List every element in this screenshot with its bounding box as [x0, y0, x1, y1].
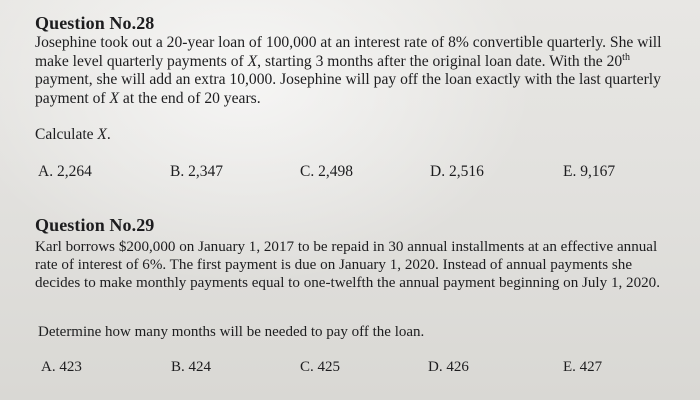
answer-option-b: B. 2,347 — [170, 163, 223, 180]
answer-options — [35, 359, 675, 379]
question-text-part: at the end of 20 years. — [119, 89, 261, 107]
answer-options — [35, 163, 675, 183]
prompt-period: . — [106, 126, 111, 143]
ordinal-suffix: th — [622, 51, 630, 63]
answer-option-e: E. 427 — [563, 359, 603, 375]
question-prompt — [35, 126, 111, 144]
answer-option-d: D. 426 — [428, 359, 469, 375]
answer-option-c: C. 425 — [300, 359, 341, 375]
answer-option-a: A. 2,264 — [38, 163, 92, 180]
answer-option-a: A. 423 — [41, 359, 82, 375]
answer-option-d: D. 2,516 — [430, 163, 484, 180]
question-title: Question No.29 — [35, 215, 155, 235]
question-title: Question No.28 — [35, 13, 155, 33]
question-text-part: , starting 3 months after the original loan date. With the 20 — [257, 52, 623, 70]
variable-x: X — [247, 52, 258, 70]
prompt-text: Calculate — [35, 126, 98, 143]
variable-x: X — [97, 126, 107, 143]
question-text-part: Josephine took out a 20-year loan of 100,000 at an interest rate of 8% convertible quarterly. She will make level quarterly payments of — [35, 34, 662, 70]
question-text: Karl borrows $200,000 on January 1, 2017 to be repaid in 30 annual installments at an effective annual rate of interest of 6%. The first payment is due on January 1, 2020. Instead of annual payments she decides to make monthly payments equal to one-twelfth the annual payment beginning on July 1, 2020. — [35, 239, 660, 292]
question-prompt: Determine how many months will be needed to pay off the loan. — [38, 324, 425, 340]
answer-option-b: B. 424 — [171, 359, 212, 375]
question-28 — [35, 13, 665, 180]
question-text — [35, 34, 665, 108]
variable-x: X — [109, 89, 120, 107]
question-text-part: payment, she will add an extra 10,000. Josephine will pay off the loan exactly with the last quarterly payment of — [35, 71, 661, 107]
question-29 — [35, 215, 665, 375]
answer-option-e: E. 9,167 — [563, 163, 616, 180]
answer-option-c: C. 2,498 — [300, 163, 353, 180]
